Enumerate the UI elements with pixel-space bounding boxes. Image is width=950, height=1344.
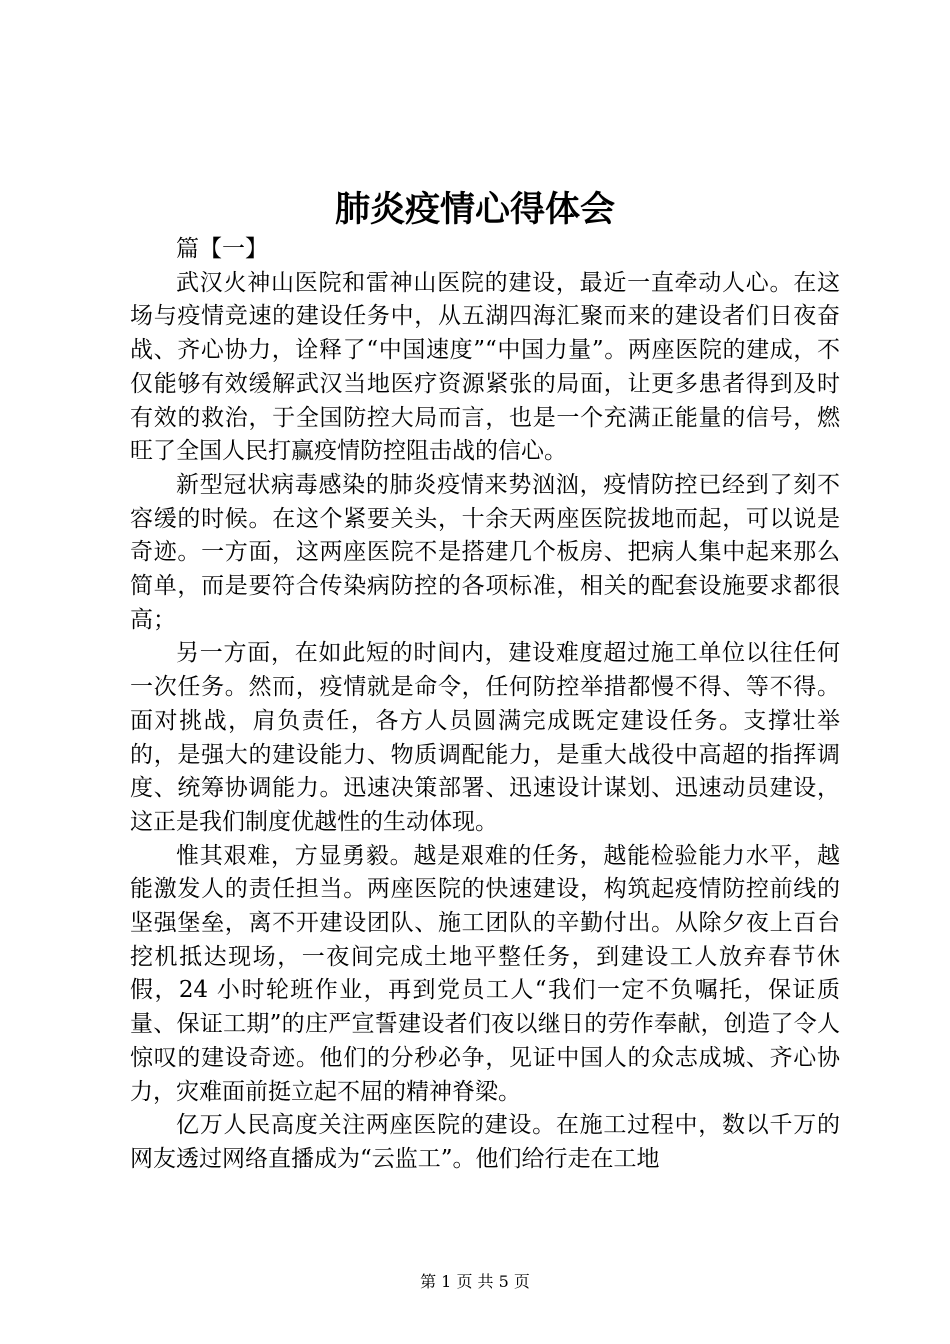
page-footer: 第 1 页 共 5 页 [420, 1272, 530, 1291]
paragraph-3: 另一方面，在如此短的时间内，建设难度超过施工单位以往任何一次任务。然而，疫情就是命令，任何防控举措都慢不得、等不得。面对挑战，肩负责任，各方人员圆满完成既定建设任务。支撑壮举的，是强大的建设能力、物质调配能力，是重大战役中高超的指挥调度、统筹协调能力。迅速决策部署、迅速设计谋划、迅速动员建设，这正是我们制度优越性的生动体现。 [130, 640, 840, 835]
paragraph-1: 武汉火神山医院和雷神山医院的建设，最近一直牵动人心。在这场与疫情竞速的建设任务中，从五湖四海汇聚而来的建设者们日夜奋战、齐心协力，诠释了“中国速度”“中国力量”。两座医院的建成，不仅能够有效缓解武汉当地医疗资源紧张的局面，让更多患者得到及时有效的救治，于全国防控大局而言，也是一个充满正能量的信号，燃旺了全国人民打赢疫情防控阻击战的信心。 [130, 269, 840, 465]
paragraph-5: 亿万人民高度关注两座医院的建设。在施工过程中，数以千万的网友透过网络直播成为“云监工”。他们给行走在工地 [130, 1112, 840, 1172]
section-label: 篇【一】 [176, 236, 268, 262]
document-body [130, 233, 840, 1177]
paragraph-2: 新型冠状病毒感染的肺炎疫情来势汹汹，疫情防控已经到了刻不容缓的时候。在这个紧要关头，十余天两座医院拔地而起，可以说是奇迹。一方面，这两座医院不是搭建几个板房、把病人集中起来那么简单，而是要符合传染病防控的各项标准，相关的配套设施要求都很高； [130, 471, 840, 633]
page-title: 肺炎疫情心得体会 [334, 189, 615, 230]
paragraph-4: 惟其艰难，方显勇毅。越是艰难的任务，越能检验能力水平，越能激发人的责任担当。两座医院的快速建设，构筑起疫情防控前线的坚强堡垒，离不开建设团队、施工团队的辛勤付出。从除夕夜上百台挖机抵达现场，一夜间完成土地平整任务，到建设工人放弃春节休假，24 小时轮班作业，再到党员工人“我们一定不负嘱托，保证质量、保证工期”的庄严宣誓建设者们夜以继日的劳作奉献，创造了令人惊叹的建设奇迹。他们的分秒必争，见证中国人的众志成城、齐心协力，灾难面前挺立起不屈的精神脊梁。 [130, 842, 840, 1105]
